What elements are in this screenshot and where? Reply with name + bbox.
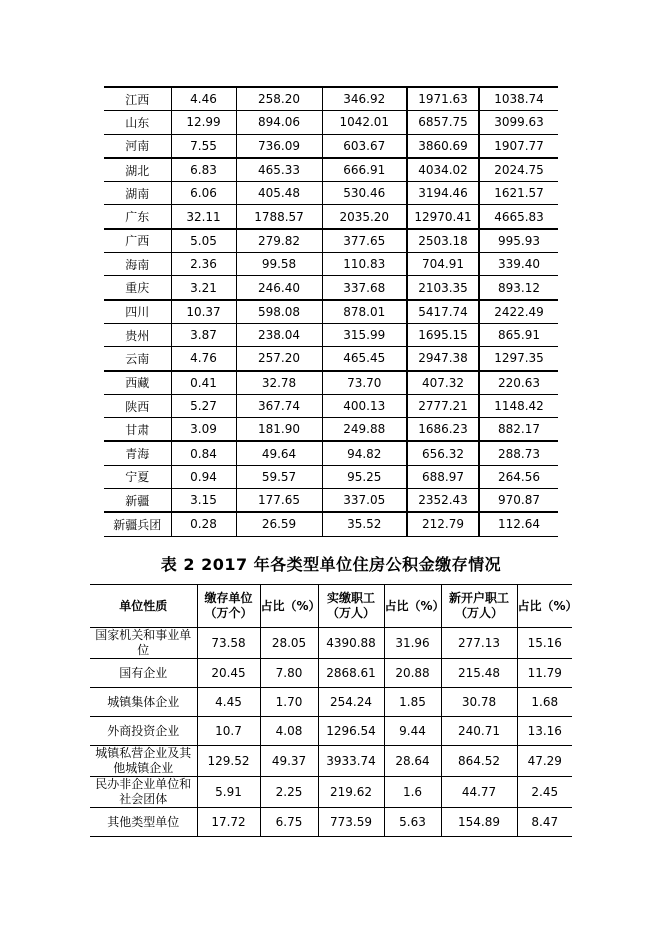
table-row: [90, 717, 572, 746]
table-row: [90, 777, 572, 808]
value-cell: 0.28: [171, 512, 236, 536]
province-cell: 贵州: [104, 323, 171, 346]
value-cell: 49.64: [236, 441, 322, 465]
value-cell: 1148.42: [479, 394, 558, 417]
table-row: [90, 659, 572, 688]
value-cell: 1686.23: [407, 418, 479, 442]
value-cell: 2777.21: [407, 394, 479, 417]
value-cell: 12.99: [171, 111, 236, 134]
value-cell: 2.25: [260, 777, 318, 808]
value-cell: 181.90: [236, 418, 322, 442]
header-paying-employees: 实缴职工（万人）: [318, 585, 384, 628]
value-cell: 30.78: [441, 688, 517, 717]
value-cell: 1.70: [260, 688, 318, 717]
value-cell: 656.32: [407, 441, 479, 465]
header-share-2: 占比（%）: [384, 585, 441, 628]
header-share-3: 占比（%）: [517, 585, 572, 628]
value-cell: 864.52: [441, 746, 517, 777]
value-cell: 11.79: [517, 659, 572, 688]
value-cell: 4034.02: [407, 158, 479, 182]
value-cell: 10.7: [197, 717, 260, 746]
table-row: [104, 347, 558, 371]
header-new-accounts: 新开户职工（万人）: [441, 585, 517, 628]
value-cell: 893.12: [479, 276, 558, 300]
value-cell: 882.17: [479, 418, 558, 442]
value-cell: 177.65: [236, 489, 322, 513]
province-cell: 河南: [104, 134, 171, 158]
table-row: [90, 746, 572, 777]
value-cell: 894.06: [236, 111, 322, 134]
province-cell: 重庆: [104, 276, 171, 300]
value-cell: 603.67: [322, 134, 407, 158]
value-cell: 212.79: [407, 512, 479, 536]
value-cell: 20.88: [384, 659, 441, 688]
table-row: [104, 205, 558, 229]
value-cell: 666.91: [322, 158, 407, 182]
province-cell: 广西: [104, 229, 171, 253]
value-cell: 339.40: [479, 253, 558, 276]
table-row: [104, 465, 558, 488]
table-row: [104, 158, 558, 182]
value-cell: 6857.75: [407, 111, 479, 134]
value-cell: 240.71: [441, 717, 517, 746]
value-cell: 3860.69: [407, 134, 479, 158]
value-cell: 1038.74: [479, 87, 558, 111]
value-cell: 59.57: [236, 465, 322, 488]
value-cell: 28.64: [384, 746, 441, 777]
unit-type-deposit-table: [90, 584, 578, 837]
value-cell: 377.65: [322, 229, 407, 253]
value-cell: 5.27: [171, 394, 236, 417]
value-cell: 704.91: [407, 253, 479, 276]
province-cell: 西藏: [104, 371, 171, 395]
province-cell: 山东: [104, 111, 171, 134]
value-cell: 878.01: [322, 300, 407, 324]
value-cell: 13.16: [517, 717, 572, 746]
value-cell: 367.74: [236, 394, 322, 417]
value-cell: 94.82: [322, 441, 407, 465]
value-cell: 1.85: [384, 688, 441, 717]
value-cell: 73.58: [197, 628, 260, 659]
table-row: [104, 394, 558, 417]
table-row: [104, 111, 558, 134]
value-cell: 0.94: [171, 465, 236, 488]
table-row: [104, 441, 558, 465]
value-cell: 1621.57: [479, 182, 558, 205]
value-cell: 995.93: [479, 229, 558, 253]
value-cell: 3.21: [171, 276, 236, 300]
value-cell: 154.89: [441, 808, 517, 837]
value-cell: 1971.63: [407, 87, 479, 111]
value-cell: 44.77: [441, 777, 517, 808]
value-cell: 530.46: [322, 182, 407, 205]
value-cell: 110.83: [322, 253, 407, 276]
value-cell: 238.04: [236, 323, 322, 346]
value-cell: 6.75: [260, 808, 318, 837]
value-cell: 6.83: [171, 158, 236, 182]
value-cell: 970.87: [479, 489, 558, 513]
value-cell: 865.91: [479, 323, 558, 346]
value-cell: 288.73: [479, 441, 558, 465]
value-cell: 2503.18: [407, 229, 479, 253]
value-cell: 337.68: [322, 276, 407, 300]
value-cell: 407.32: [407, 371, 479, 395]
value-cell: 1695.15: [407, 323, 479, 346]
value-cell: 1296.54: [318, 717, 384, 746]
value-cell: 3099.63: [479, 111, 558, 134]
province-cell: 新疆: [104, 489, 171, 513]
value-cell: 5.63: [384, 808, 441, 837]
value-cell: 3933.74: [318, 746, 384, 777]
value-cell: 346.92: [322, 87, 407, 111]
value-cell: 32.78: [236, 371, 322, 395]
value-cell: 1788.57: [236, 205, 322, 229]
unit-type-cell: 外商投资企业: [90, 717, 197, 746]
table-row: [104, 276, 558, 300]
header-share-1: 占比（%）: [260, 585, 318, 628]
value-cell: 5.05: [171, 229, 236, 253]
value-cell: 7.55: [171, 134, 236, 158]
value-cell: 249.88: [322, 418, 407, 442]
value-cell: 405.48: [236, 182, 322, 205]
value-cell: 7.80: [260, 659, 318, 688]
value-cell: 32.11: [171, 205, 236, 229]
province-cell: 青海: [104, 441, 171, 465]
province-cell: 四川: [104, 300, 171, 324]
value-cell: 3194.46: [407, 182, 479, 205]
value-cell: 4.46: [171, 87, 236, 111]
value-cell: 4.08: [260, 717, 318, 746]
value-cell: 736.09: [236, 134, 322, 158]
value-cell: 773.59: [318, 808, 384, 837]
value-cell: 220.63: [479, 371, 558, 395]
value-cell: 0.84: [171, 441, 236, 465]
value-cell: 95.25: [322, 465, 407, 488]
table-row: [104, 371, 558, 395]
value-cell: 215.48: [441, 659, 517, 688]
value-cell: 35.52: [322, 512, 407, 536]
value-cell: 2422.49: [479, 300, 558, 324]
unit-type-cell: 城镇集体企业: [90, 688, 197, 717]
province-cell: 湖南: [104, 182, 171, 205]
value-cell: 47.29: [517, 746, 572, 777]
province-cell: 甘肃: [104, 418, 171, 442]
value-cell: 31.96: [384, 628, 441, 659]
value-cell: 258.20: [236, 87, 322, 111]
value-cell: 3.09: [171, 418, 236, 442]
value-cell: 2.45: [517, 777, 572, 808]
table-row: [104, 182, 558, 205]
value-cell: 254.24: [318, 688, 384, 717]
value-cell: 10.37: [171, 300, 236, 324]
value-cell: 5.91: [197, 777, 260, 808]
value-cell: 26.59: [236, 512, 322, 536]
value-cell: 12970.41: [407, 205, 479, 229]
value-cell: 337.05: [322, 489, 407, 513]
value-cell: 20.45: [197, 659, 260, 688]
value-cell: 4665.83: [479, 205, 558, 229]
value-cell: 2.36: [171, 253, 236, 276]
value-cell: 1297.35: [479, 347, 558, 371]
value-cell: 598.08: [236, 300, 322, 324]
province-cell: 湖北: [104, 158, 171, 182]
table-row: [104, 134, 558, 158]
value-cell: 28.05: [260, 628, 318, 659]
value-cell: 73.70: [322, 371, 407, 395]
value-cell: 465.33: [236, 158, 322, 182]
province-cell: 江西: [104, 87, 171, 111]
value-cell: 8.47: [517, 808, 572, 837]
value-cell: 0.41: [171, 371, 236, 395]
header-unit-type: 单位性质: [90, 585, 197, 628]
table2-caption: 表 2 2017 年各类型单位住房公积金缴存情况: [160, 555, 502, 574]
table-header-row: [90, 585, 572, 628]
value-cell: 4.45: [197, 688, 260, 717]
value-cell: 2868.61: [318, 659, 384, 688]
table-row: [104, 323, 558, 346]
value-cell: 5417.74: [407, 300, 479, 324]
unit-type-cell: 城镇私营企业及其他城镇企业: [90, 746, 197, 777]
province-cell: 海南: [104, 253, 171, 276]
province-cell: 广东: [104, 205, 171, 229]
value-cell: 246.40: [236, 276, 322, 300]
value-cell: 465.45: [322, 347, 407, 371]
value-cell: 219.62: [318, 777, 384, 808]
value-cell: 112.64: [479, 512, 558, 536]
value-cell: 9.44: [384, 717, 441, 746]
value-cell: 315.99: [322, 323, 407, 346]
table-row: [104, 229, 558, 253]
table-row: [90, 808, 572, 837]
value-cell: 1907.77: [479, 134, 558, 158]
province-data-table: [104, 86, 558, 537]
value-cell: 6.06: [171, 182, 236, 205]
unit-type-cell: 民办非企业单位和社会团体: [90, 777, 197, 808]
unit-type-cell: 国有企业: [90, 659, 197, 688]
province-cell: 陕西: [104, 394, 171, 417]
value-cell: 1042.01: [322, 111, 407, 134]
value-cell: 3.87: [171, 323, 236, 346]
value-cell: 2024.75: [479, 158, 558, 182]
value-cell: 2947.38: [407, 347, 479, 371]
province-cell: 云南: [104, 347, 171, 371]
province-cell: 宁夏: [104, 465, 171, 488]
value-cell: 17.72: [197, 808, 260, 837]
table-row: [104, 489, 558, 513]
value-cell: 3.15: [171, 489, 236, 513]
value-cell: 1.68: [517, 688, 572, 717]
value-cell: 264.56: [479, 465, 558, 488]
value-cell: 400.13: [322, 394, 407, 417]
value-cell: 4.76: [171, 347, 236, 371]
table-row: [104, 87, 558, 111]
value-cell: 2103.35: [407, 276, 479, 300]
value-cell: 279.82: [236, 229, 322, 253]
value-cell: 2352.43: [407, 489, 479, 513]
value-cell: 277.13: [441, 628, 517, 659]
value-cell: 257.20: [236, 347, 322, 371]
value-cell: 129.52: [197, 746, 260, 777]
table-row: [90, 628, 572, 659]
value-cell: 15.16: [517, 628, 572, 659]
value-cell: 688.97: [407, 465, 479, 488]
value-cell: 49.37: [260, 746, 318, 777]
value-cell: 2035.20: [322, 205, 407, 229]
table-row: [104, 300, 558, 324]
header-deposit-units: 缴存单位（万个）: [197, 585, 260, 628]
province-cell: 新疆兵团: [104, 512, 171, 536]
value-cell: 1.6: [384, 777, 441, 808]
table-row: [104, 253, 558, 276]
table-row: [104, 512, 558, 536]
unit-type-cell: 国家机关和事业单位: [90, 628, 197, 659]
value-cell: 99.58: [236, 253, 322, 276]
value-cell: 4390.88: [318, 628, 384, 659]
unit-type-cell: 其他类型单位: [90, 808, 197, 837]
table-row: [90, 688, 572, 717]
table-row: [104, 418, 558, 442]
